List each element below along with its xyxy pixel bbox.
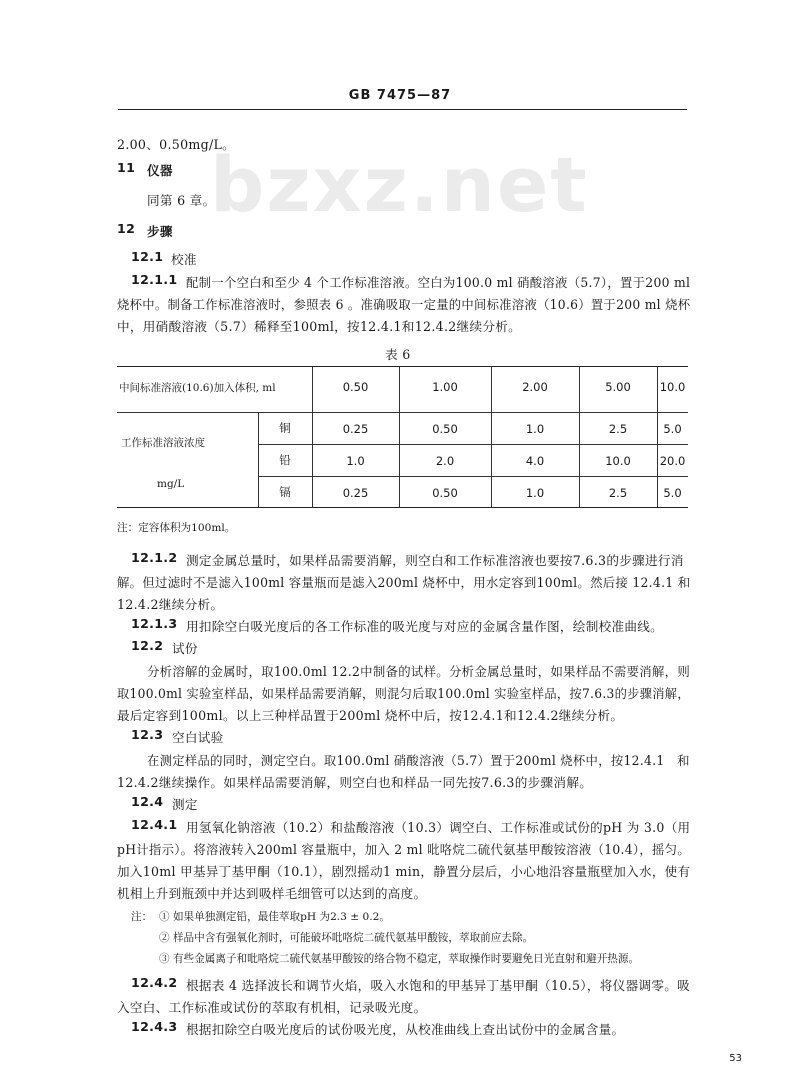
note-item: ① 如果单独测定铅，最佳萃取pH 为2.3 ± 0.2。 — [159, 911, 390, 923]
metal-label: 铅 — [279, 453, 291, 467]
header-rule — [118, 109, 687, 110]
text-line: 取100.0ml 实验室样品，如果样品需要消解，则混匀后取100.0ml 实验室样品，按7.6.3的步骤消解， — [117, 686, 690, 701]
table-rule — [258, 476, 688, 477]
text-line: 2.00、0.50mg/L。 — [117, 137, 236, 152]
text-line: 配制一个空白和至少 4 个工作标准溶液。空白为100.0 ml 硝酸溶液（5.7），置于200 ml — [186, 275, 691, 290]
section-number: 12.1.2 — [131, 550, 178, 565]
table-cell: 5.0 — [663, 486, 682, 500]
table-group-unit: mg/L — [157, 478, 185, 490]
table-cell: 1.0 — [525, 422, 545, 436]
section-number: 12.1 — [131, 249, 164, 264]
table-cell: 20.0 — [659, 454, 686, 468]
text-line: 烧杯中。制备工作标准溶液时，参照表 6 。准确吸取一定量的中间标准溶液（10.6）置于200 ml 烧杯 — [117, 297, 691, 312]
text-line: 12.4.2继续操作。如果样品需要消解，则空白也和样品一同先按7.6.3的步骤消解。 — [117, 775, 593, 790]
section-number: 12.1.3 — [131, 616, 178, 631]
section-number: 11 — [117, 160, 136, 175]
text-line: 入空白、工作标准或试份的萃取有机相，记录吸光度。 — [117, 1000, 427, 1015]
table-caption: 表 6 — [385, 347, 411, 362]
text-line: 用氢氧化钠溶液（10.2）和盐酸溶液（10.3）调空白、工作标准或试份的pH 为 3.0（用 — [186, 820, 691, 835]
section-number: 12.4.3 — [131, 1019, 178, 1034]
text-line: 中，用硝酸溶液（5.7）稀释至100ml，按12.4.1和12.4.2继续分析。 — [117, 319, 522, 334]
text-line: 最后定容到100ml。以上三种样品置于200ml 烧杯中后，按12.4.1和12.4.2继续分析。 — [117, 708, 624, 723]
page-header: GB 7475—87 — [348, 88, 452, 103]
table-cell: 5.00 — [605, 380, 631, 394]
table-cell: 10.0 — [659, 380, 686, 394]
text-line: 在测定样品的同时，测定空白。取100.0ml 硝酸溶液（5.7）置于200ml 烧杯中，按12.4.1 和 — [147, 753, 690, 768]
table-cell: 0.50 — [432, 486, 458, 500]
note-label: 注： — [131, 911, 153, 923]
text-line: 解。但过滤时不是滤入100ml 容量瓶而是滤入200ml 烧杯中，用水定容到100ml。然后接 12.4.1 和 — [117, 575, 691, 590]
text-line: pH计指示）。将溶液转入200ml 容量瓶中，加入 2 ml 吡咯烷二硫代氨基甲酸铵溶液（10.4），摇匀。 — [117, 842, 690, 857]
text-line: 分析溶解的金属时，取100.0ml 12.2中制备的试样。分析金属总量时，如果样品不需要消解，则 — [147, 664, 691, 679]
text-line: 加入10ml 甲基异丁基甲酮（10.1），剧烈摇动1 min，静置分层后，小心地沿容量瓶壁加入水，使有 — [117, 864, 691, 879]
watermark: bzxz.net — [210, 140, 589, 229]
section-number: 12.4.1 — [131, 817, 178, 832]
text-line: 测定金属总量时，如果样品需要消解，则空白和工作标准溶液也要按7.6.3的步骤进行消 — [186, 553, 684, 568]
table-cell: 10.0 — [605, 454, 631, 468]
table-6 — [117, 366, 688, 508]
table-cell: 2.0 — [435, 454, 455, 468]
note-item: ② 样品中含有强氧化剂时，可能破坏吡咯烷二硫代氨基甲酸铵，萃取前应去除。 — [159, 932, 534, 944]
table-cell: 0.25 — [342, 422, 369, 436]
table-cell: 1.00 — [432, 380, 458, 394]
text-line: 同第 6 章。 — [147, 193, 216, 208]
table-cell: 2.00 — [522, 380, 548, 394]
text-line: 机相上升到瓶颈中并达到吸样毛细管可以达到的高度。 — [117, 886, 427, 901]
section-title: 空白试验 — [172, 730, 224, 745]
table-note: 注：定容体积为100ml。 — [117, 522, 236, 534]
section-title: 校准 — [171, 252, 197, 267]
table-cell: 0.50 — [432, 422, 458, 436]
text-line: 用扣除空白吸光度后的各工作标准的吸光度与对应的金属含量作图，绘制校准曲线。 — [186, 619, 664, 634]
text-line: 根据扣除空白吸光度后的试份吸光度，从校准曲线上查出试份中的金属含量。 — [186, 1022, 625, 1037]
table-rule — [117, 412, 688, 413]
table-cell: 1.0 — [346, 454, 365, 468]
table-cell: 0.50 — [342, 380, 369, 394]
table-cell: 4.0 — [525, 454, 545, 468]
table-cell: 2.5 — [608, 422, 628, 436]
section-number: 12.2 — [131, 638, 164, 653]
section-title: 步骤 — [147, 224, 173, 239]
section-number: 12.4 — [131, 794, 164, 809]
section-title: 测定 — [172, 797, 198, 812]
table-rule — [258, 444, 688, 445]
table-group-label: 工作标准溶液浓度 — [121, 437, 205, 449]
section-number: 12.1.1 — [131, 272, 178, 287]
table-cell: 2.5 — [608, 486, 628, 500]
section-number: 12.3 — [131, 727, 164, 742]
section-title: 仪器 — [147, 163, 173, 178]
table-cell: 1.0 — [525, 486, 545, 500]
metal-label: 铜 — [279, 421, 291, 435]
section-number: 12.4.2 — [131, 975, 178, 990]
table-cell: 5.0 — [663, 422, 682, 436]
section-number: 12 — [117, 221, 136, 236]
text-line: 根据表 4 选择波长和调节火焰，吸入水饱和的甲基异丁基甲酮（10.5），将仪器调零。吸 — [186, 978, 691, 993]
table-cell: 0.25 — [342, 486, 369, 500]
table-row-header: 中间标准溶液(10.6)加入体积, ml — [119, 382, 276, 394]
section-title: 试份 — [172, 641, 198, 656]
note-item: ③ 有些金属离子和吡咯烷二硫代氨基甲酸铵的络合物不稳定，萃取操作时要避免日光直射和避开热源。 — [159, 953, 640, 965]
page-number: 53 — [729, 1053, 742, 1064]
metal-label: 镉 — [279, 485, 291, 499]
text-line: 12.4.2继续分析。 — [117, 597, 224, 612]
